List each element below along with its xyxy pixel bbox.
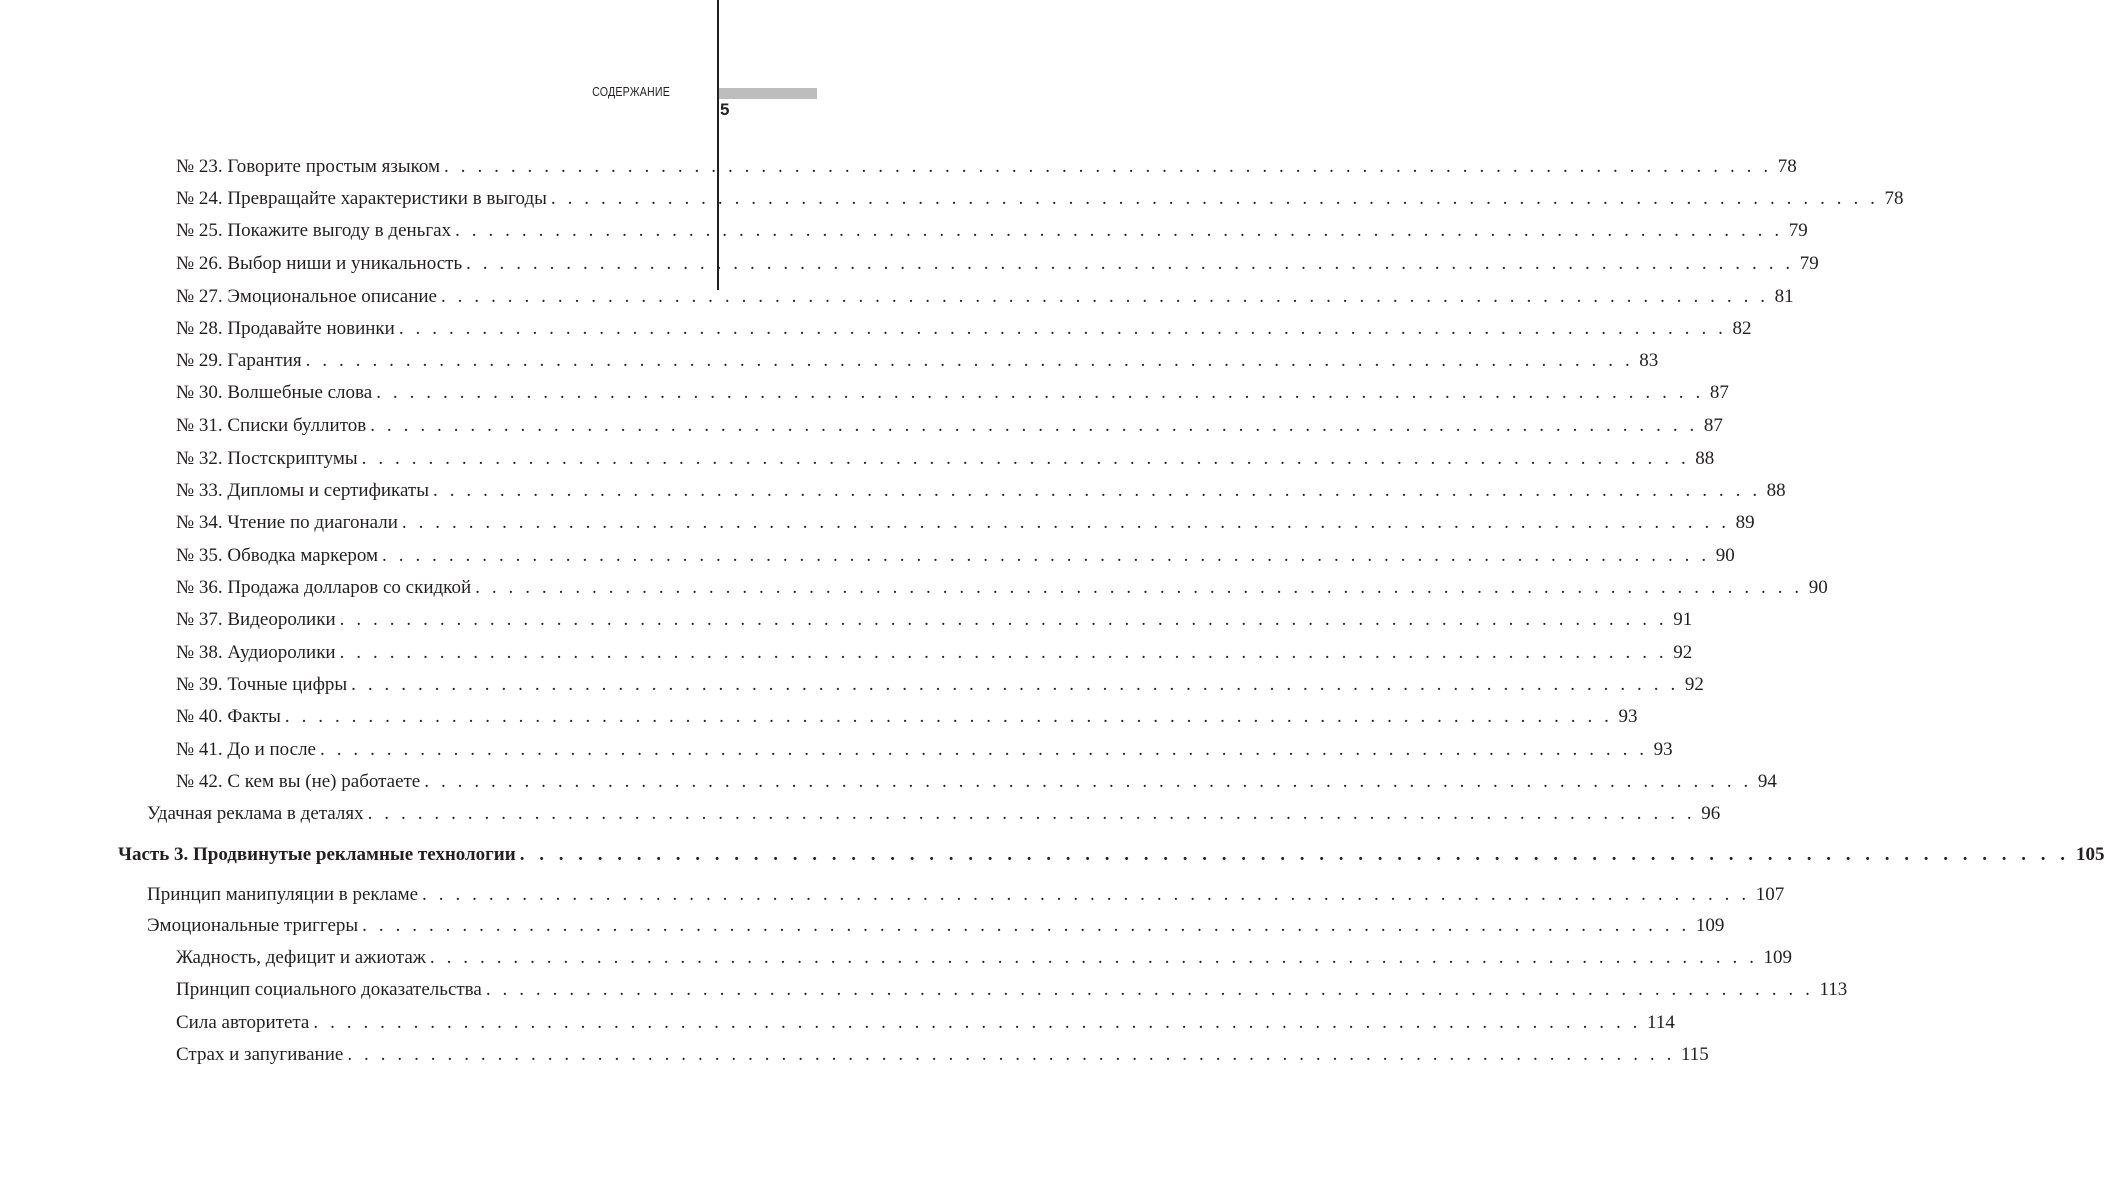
toc-entry-page: 92 xyxy=(1684,674,1704,695)
toc-leader-dots: . . . . . . . . . . . . . . . . . . . . . . . . . . . . . . . . . . . . . . . . . . . . . . . . . . . . . . . . . . . . . . . . . . . . . . . . . . . . . . . . xyxy=(433,480,1761,501)
toc-entry-title: № 42. С кем вы (не) работаете xyxy=(176,771,421,792)
toc-entry xyxy=(176,218,1808,244)
toc-entry xyxy=(176,769,1777,795)
toc-entry xyxy=(176,478,1786,504)
toc-entry-page: 92 xyxy=(1673,642,1693,663)
toc-leader-dots: . . . . . . . . . . . . . . . . . . . . . . . . . . . . . . . . . . . . . . . . . . . . . . . . . . . . . . . . . . . . . . . . . . . . . . . . . . . . . . . . xyxy=(284,706,1613,727)
toc-entry-title: № 26. Выбор ниши и уникальность xyxy=(176,253,463,274)
toc-leader-dots: . . . . . . . . . . . . . . . . . . . . . . . . . . . . . . . . . . . . . . . . . . . . . . . . . . . . . . . . . . . . . . . . . . . . . . . . . . . . . . . . xyxy=(422,884,1750,905)
toc-entry-title: № 41. До и после xyxy=(176,739,316,760)
toc-entry-page: 83 xyxy=(1639,350,1659,371)
toc-entry-title: № 37. Видеоролики xyxy=(176,609,336,630)
toc-entry-page: 113 xyxy=(1819,979,1848,1000)
toc-entry-title: № 30. Волшебные слова xyxy=(176,382,373,403)
toc-part-entry xyxy=(118,842,2104,868)
toc-leader-dots: . . . . . . . . . . . . . . . . . . . . . . . . . . . . . . . . . . . . . . . . . . . . . . . . . . . . . . . . . . . . . . . . . . . . . . . . . . . . . . . . xyxy=(339,609,1668,630)
toc-entry-page: 91 xyxy=(1673,609,1693,630)
toc-entry xyxy=(176,154,1797,180)
toc-entry-title: № 31. Списки буллитов xyxy=(176,415,367,436)
toc-entry-page: 107 xyxy=(1755,884,1785,905)
toc-entry xyxy=(176,543,1735,569)
toc-entry xyxy=(147,882,1785,908)
toc-entry-page: 81 xyxy=(1774,286,1794,307)
page-number: 5 xyxy=(720,100,730,119)
toc-entry-title: № 36. Продажа долларов со скидкой xyxy=(176,577,472,598)
toc-entry-title: № 29. Гарантия xyxy=(176,350,302,371)
toc-entry-title: № 25. Покажите выгоду в деньгах xyxy=(176,220,452,241)
toc-entry xyxy=(176,672,1704,698)
toc-leader-dots: . . . . . . . . . . . . . . . . . . . . . . . . . . . . . . . . . . . . . . . . . . . . . . . . . . . . . . . . . . . . . . . . . . . . . . . . . . . . . . . . xyxy=(550,188,1879,209)
toc-leader-dots: . . . . . . . . . . . . . . . . . . . . . . . . . . . . . . . . . . . . . . . . . . . . . . . . . . . . . . . . . . . . . . . . . . . . . . . . . . . . . . . . xyxy=(475,577,1803,598)
toc-entry xyxy=(176,186,1904,212)
toc-entry xyxy=(176,737,1673,763)
toc-entry xyxy=(176,575,1828,601)
toc-entry-page: 79 xyxy=(1788,220,1808,241)
toc-entry-page: 93 xyxy=(1618,706,1638,727)
toc-entry-title: № 34. Чтение по диагонали xyxy=(176,512,398,533)
toc-entry xyxy=(176,945,1793,971)
toc-entry xyxy=(176,704,1638,730)
toc-entry xyxy=(176,380,1729,406)
toc-entry-page: 93 xyxy=(1653,739,1673,760)
toc-entry-page: 78 xyxy=(1884,188,1904,209)
toc-entry-page: 90 xyxy=(1808,577,1828,598)
toc-leader-dots: . . . . . . . . . . . . . . . . . . . . . . . . . . . . . . . . . . . . . . . . . . . . . . . . . . . . . . . . . . . . . . . . . . . . . . . . . . . . . . . . xyxy=(444,156,1772,177)
toc-entry-title: № 28. Продавайте новинки xyxy=(176,318,395,339)
toc-leader-dots: . . . . . . . . . . . . . . . . . . . . . . . . . . . . . . . . . . . . . . . . . . . . . . . . . . . . . . . . . . . . . . . . . . . . . . . . . . . . . . . . xyxy=(339,642,1668,663)
toc-leader-dots: . . . . . . . . . . . . . . . . . . . . . . . . . . . . . . . . . . . . . . . . . . . . . . . . . . . . . . . . . . . . . . . . . . . . . . . . . . . . . . . . xyxy=(370,415,1698,436)
toc-entry-page: 109 xyxy=(1763,947,1793,968)
toc-entry-title: № 23. Говорите простым языком xyxy=(176,156,441,177)
toc-leader-dots: . . . . . . . . . . . . . . . . . . . . . . . . . . . . . . . . . . . . . . . . . . . . . . . . . . . . . . . . . . . . . . . . . . . . . . . . . . . . . . . . xyxy=(466,253,1794,274)
toc-entry-title: Удачная реклама в деталях xyxy=(147,803,364,824)
toc-leader-dots: . . . . . . . . . . . . . . . . . . . . . . . . . . . . . . . . . . . . . . . . . . . . . . . . . . . . . . . . . . . . . . . . . . . . . . . . . . . . . . . . xyxy=(305,350,1634,371)
toc-entry-title: Страх и запугивание xyxy=(176,1044,344,1065)
toc-entry xyxy=(176,446,1715,472)
toc-entry-title: № 24. Превращайте характеристики в выгоды xyxy=(176,188,547,209)
toc-entry-page: 88 xyxy=(1766,480,1786,501)
toc-entry-title: № 27. Эмоциональное описание xyxy=(176,286,437,307)
toc-entry-title: Часть 3. Продвинутые рекламные технологии xyxy=(118,844,516,865)
toc-entry xyxy=(176,413,1723,439)
toc-leader-dots: . . . . . . . . . . . . . . . . . . . . . . . . . . . . . . . . . . . . . . . . . . . . . . . . . . . . . . . . . . . . . . . . . . . . . . . . . . . . . . . . xyxy=(440,286,1769,307)
toc-entry xyxy=(176,640,1693,666)
toc-entry-title: № 40. Факты xyxy=(176,706,281,727)
toc-leader-dots: . . . . . . . . . . . . . . . . . . . . . . . . . . . . . . . . . . . . . . . . . . . . . . . . . . . . . . . . . . . . . . . . . . . . . . . . . . . . . . . . xyxy=(376,382,1704,403)
toc-leader-dots: . . . . . . . . . . . . . . . . . . . . . . . . . . . . . . . . . . . . . . . . . . . . . . . . . . . . . . . . . . . . . . . . . . . . . . . . . . . . . . . . xyxy=(485,979,1814,1000)
toc-entry-title: Принцип социального доказательства xyxy=(176,979,482,1000)
toc-entry xyxy=(176,316,1752,342)
toc-leader-dots: . . . . . . . . . . . . . . . . . . . . . . . . . . . . . . . . . . . . . . . . . . . . . . . . . . . . . . . . . . . . . . . . . . . . . . . . . . . . . . . . xyxy=(313,1012,1642,1033)
toc-leader-dots: . . . . . . . . . . . . . . . . . . . . . . . . . . . . . . . . . . . . . . . . . . . . . . . . . . . . . . . . . . . . . . . . . . . . . . . . . . . . . . . . xyxy=(401,512,1730,533)
toc-entry-title: № 33. Дипломы и сертификаты xyxy=(176,480,430,501)
toc-entry-title: Эмоциональные триггеры xyxy=(147,915,359,936)
toc-entry xyxy=(176,348,1659,374)
toc-leader-dots: . . . . . . . . . . . . . . . . . . . . . . . . . . . . . . . . . . . . . . . . . . . . . . . . . . . . . . . . . . . . . . . . . . . . . . . . . . . . . . . . xyxy=(367,803,1696,824)
toc-entry-page: 87 xyxy=(1703,415,1723,436)
toc-entry-page: 114 xyxy=(1647,1012,1675,1033)
toc-entry-title: № 32. Постскриптумы xyxy=(176,448,358,469)
toc-entry-page: 88 xyxy=(1695,448,1715,469)
toc-entry-page: 87 xyxy=(1709,382,1729,403)
toc-entry-page: 78 xyxy=(1777,156,1797,177)
toc-entry xyxy=(176,251,1819,277)
toc-entry xyxy=(147,913,1725,939)
toc-entry-page: 96 xyxy=(1701,803,1721,824)
toc-entry xyxy=(176,1042,1709,1068)
toc-entry xyxy=(176,510,1755,536)
toc-leader-dots: . . . . . . . . . . . . . . . . . . . . . . . . . . . . . . . . . . . . . . . . . . . . . . . . . . . . . . . . . . . . . . . . . . . . . . . . . . . . . . . . xyxy=(424,771,1752,792)
toc-entry xyxy=(176,284,1794,310)
running-head: СОДЕРЖАНИЕ xyxy=(592,84,670,99)
toc-entry xyxy=(147,801,1721,827)
toc-entry-page: 94 xyxy=(1757,771,1777,792)
toc-entry-page: 90 xyxy=(1715,545,1735,566)
toc-entry xyxy=(176,607,1693,633)
toc-leader-dots: . . . . . . . . . . . . . . . . . . . . . . . . . . . . . . . . . . . . . . . . . . . . . . . . . . . . . . . . . . . . . . . . . . . . . . . . . . . . . . . . xyxy=(361,448,1690,469)
toc-leader-dots: . . . . . . . . . . . . . . . . . . . . . . . . . . . . . . . . . . . . . . . . . . . . . . . . . . . . . . . . . . . . . . . . . . . . . . . . . . . . . . . . xyxy=(519,844,2070,865)
toc-leader-dots: . . . . . . . . . . . . . . . . . . . . . . . . . . . . . . . . . . . . . . . . . . . . . . . . . . . . . . . . . . . . . . . . . . . . . . . . . . . . . . . . xyxy=(320,739,1648,760)
toc-entry-page: 109 xyxy=(1695,915,1725,936)
toc-entry xyxy=(176,1010,1675,1036)
toc-entry-title: № 35. Обводка маркером xyxy=(176,545,379,566)
toc-entry-title: № 39. Точные цифры xyxy=(176,674,348,695)
toc-entry-title: Сила авторитета xyxy=(176,1012,310,1033)
toc-entry-page: 105 xyxy=(2075,844,2104,865)
toc-leader-dots: . . . . . . . . . . . . . . . . . . . . . . . . . . . . . . . . . . . . . . . . . . . . . . . . . . . . . . . . . . . . . . . . . . . . . . . . . . . . . . . . xyxy=(382,545,1710,566)
toc-leader-dots: . . . . . . . . . . . . . . . . . . . . . . . . . . . . . . . . . . . . . . . . . . . . . . . . . . . . . . . . . . . . . . . . . . . . . . . . . . . . . . . . xyxy=(351,674,1679,695)
toc-entry-page: 82 xyxy=(1732,318,1752,339)
toc-entry-title: № 38. Аудиоролики xyxy=(176,642,336,663)
toc-leader-dots: . . . . . . . . . . . . . . . . . . . . . . . . . . . . . . . . . . . . . . . . . . . . . . . . . . . . . . . . . . . . . . . . . . . . . . . . . . . . . . . . xyxy=(429,947,1758,968)
toc-entry-page: 89 xyxy=(1735,512,1755,533)
toc-entry xyxy=(176,977,1848,1003)
toc-leader-dots: . . . . . . . . . . . . . . . . . . . . . . . . . . . . . . . . . . . . . . . . . . . . . . . . . . . . . . . . . . . . . . . . . . . . . . . . . . . . . . . . xyxy=(347,1044,1675,1065)
toc-leader-dots: . . . . . . . . . . . . . . . . . . . . . . . . . . . . . . . . . . . . . . . . . . . . . . . . . . . . . . . . . . . . . . . . . . . . . . . . . . . . . . . . xyxy=(362,915,1690,936)
toc-leader-dots: . . . . . . . . . . . . . . . . . . . . . . . . . . . . . . . . . . . . . . . . . . . . . . . . . . . . . . . . . . . . . . . . . . . . . . . . . . . . . . . . xyxy=(455,220,1783,241)
toc-entry-title: Жадность, дефицит и ажиотаж xyxy=(176,947,426,968)
toc-leader-dots: . . . . . . . . . . . . . . . . . . . . . . . . . . . . . . . . . . . . . . . . . . . . . . . . . . . . . . . . . . . . . . . . . . . . . . . . . . . . . . . . xyxy=(398,318,1727,339)
toc-entry-page: 115 xyxy=(1680,1044,1709,1065)
toc-entry-page: 79 xyxy=(1799,253,1819,274)
toc-entry-title: Принцип манипуляции в рекламе xyxy=(147,884,419,905)
